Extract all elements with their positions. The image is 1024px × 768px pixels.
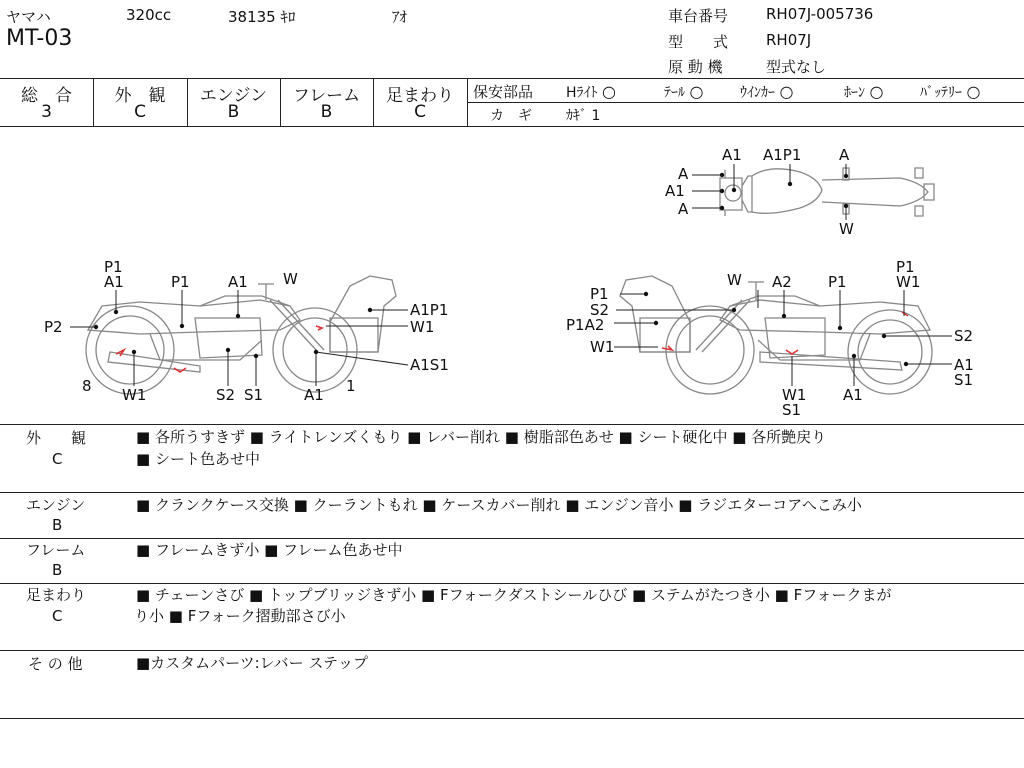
comment-suspension-line: り小 ■ Fフォーク摺動部さび小 (134, 607, 346, 625)
diagram-label: A1 (304, 386, 324, 404)
diagram-label: 1 (346, 377, 356, 395)
frame-no-label: 車台番号 (668, 7, 729, 25)
type-label: 型 式 (668, 33, 729, 51)
diagram-label: A (839, 146, 850, 164)
comment-engine-grade: B (52, 516, 63, 534)
diagram-label: W1 (782, 386, 807, 404)
safety-item-name: Hﾗｲﾄ (566, 85, 598, 101)
diagram-label: P1 (590, 285, 609, 303)
engine-type-value: 型式なし (766, 58, 827, 76)
diagram-label: W1 (410, 318, 435, 336)
safety-item-mark: ○ (601, 82, 616, 101)
top-view-bike (720, 168, 934, 216)
diagram-label: S1 (244, 386, 264, 404)
diagram-label: A2 (772, 273, 792, 291)
diagram-label: W (727, 271, 742, 289)
comment-exterior-label: 外 観 (26, 429, 87, 447)
diagram-label: A1 (104, 273, 124, 291)
diagram-label: 8 (82, 377, 92, 395)
diagram-label: A1P1 (410, 301, 449, 319)
frame-no: RH07J-005736 (766, 5, 874, 23)
diagram-label: P1 (171, 273, 190, 291)
safety-item-mark: ○ (779, 82, 794, 101)
diagram-label: A1 (665, 182, 685, 200)
diagram-label: S2 (216, 386, 236, 404)
safety-label: 保安部品 (473, 83, 534, 101)
grade-exterior-value: C (134, 102, 146, 122)
safety-item-name: ﾃｰﾙ (664, 85, 685, 101)
color: ｱｵ (392, 8, 408, 26)
comment-engine-label: エンジン (26, 496, 86, 514)
diagram-label: P1 (828, 273, 847, 291)
comment-frame-line: ■ フレームきず小 ■ フレーム色あせ中 (136, 541, 403, 559)
diagram-label: A (678, 200, 689, 218)
grade-total-value: 3 (41, 102, 52, 122)
diagram-label: W (283, 270, 298, 288)
diagram-label: W1 (122, 386, 147, 404)
comment-frame-grade: B (52, 561, 63, 579)
comment-frame-label: フレーム (26, 541, 86, 559)
diagram-label: A1 (843, 386, 863, 404)
diagram-label: P1A2 (566, 316, 605, 334)
comment-exterior-line: ■ 各所うすきず ■ ライトレンズくもり ■ レバー削れ ■ 樹脂部色あせ ■ シート硬化中 ■ 各所艶戻り (136, 428, 827, 446)
mileage: 38135 ｷﾛ (228, 8, 296, 26)
diagram-label: A1S1 (410, 356, 449, 374)
type-value: RH07J (766, 31, 812, 49)
diagram-label: P1 (104, 258, 123, 276)
diagram-label: S1 (954, 371, 974, 389)
grade-engine-label: エンジン (199, 86, 268, 106)
diagram-label: S2 (954, 327, 974, 345)
safety-item-mark: ○ (966, 82, 981, 101)
comment-exterior-grade: C (52, 450, 63, 468)
diagram-label: P2 (44, 318, 63, 336)
comment-suspension-line: ■ チェーンさび ■ トップブリッジきず小 ■ Fフォークダストシールひび ■ ステムがたつき小 ■ Fフォークまが (136, 586, 892, 604)
comment-suspension-label: 足まわり (26, 586, 87, 604)
model-name: MT-03 (6, 26, 73, 51)
grade-frame-label: フレーム (292, 86, 361, 106)
grade-suspension-value: C (414, 102, 426, 122)
engine-type-label: 原 動 機 (668, 58, 723, 76)
key-value: ｶｷﾞ 1 (566, 108, 601, 124)
safety-item-mark: ○ (869, 82, 884, 101)
diagram-label: A1P1 (763, 146, 802, 164)
safety-item-mark: ○ (689, 82, 704, 101)
grade-suspension-label: 足まわり (386, 86, 454, 106)
displacement: 320cc (126, 6, 172, 24)
grade-total-label: 総 合 (21, 86, 72, 106)
diagram-label: S1 (782, 401, 802, 419)
diagram-label: A1 (722, 146, 742, 164)
diagram-label: W (839, 220, 854, 238)
diagram-label: A1 (228, 273, 248, 291)
comment-suspension-grade: C (52, 607, 63, 625)
diagram-label: A1 (954, 356, 974, 374)
comment-engine-line: ■ クランクケース交換 ■ クーラントもれ ■ ケースカバー削れ ■ エンジン音小 ■ ラジエターコアへこみ小 (136, 496, 862, 514)
grade-frame-value: B (320, 102, 333, 122)
diagram-label: W1 (590, 338, 615, 356)
comment-other-label: そ の 他 (28, 655, 83, 673)
comment-other-line: ■カスタムパーツ:レバー ステップ (136, 654, 369, 672)
safety-item-name: ｳｲﾝｶｰ (740, 85, 775, 101)
diagram-label: S2 (590, 301, 610, 319)
key-label: カ ギ (490, 108, 532, 124)
maker: ヤマハ (6, 8, 51, 26)
grade-engine-value: B (227, 102, 240, 122)
safety-item-name: ﾊﾞｯﾃﾘｰ (920, 85, 962, 101)
diagram-label: A (678, 165, 689, 183)
comment-exterior-line: ■ シート色あせ中 (136, 450, 260, 468)
safety-item-name: ﾎｰﾝ (844, 85, 865, 101)
diagram-label: P1 (896, 258, 915, 276)
grade-exterior-label: 外 観 (114, 86, 166, 106)
diagram-label: W1 (896, 273, 921, 291)
